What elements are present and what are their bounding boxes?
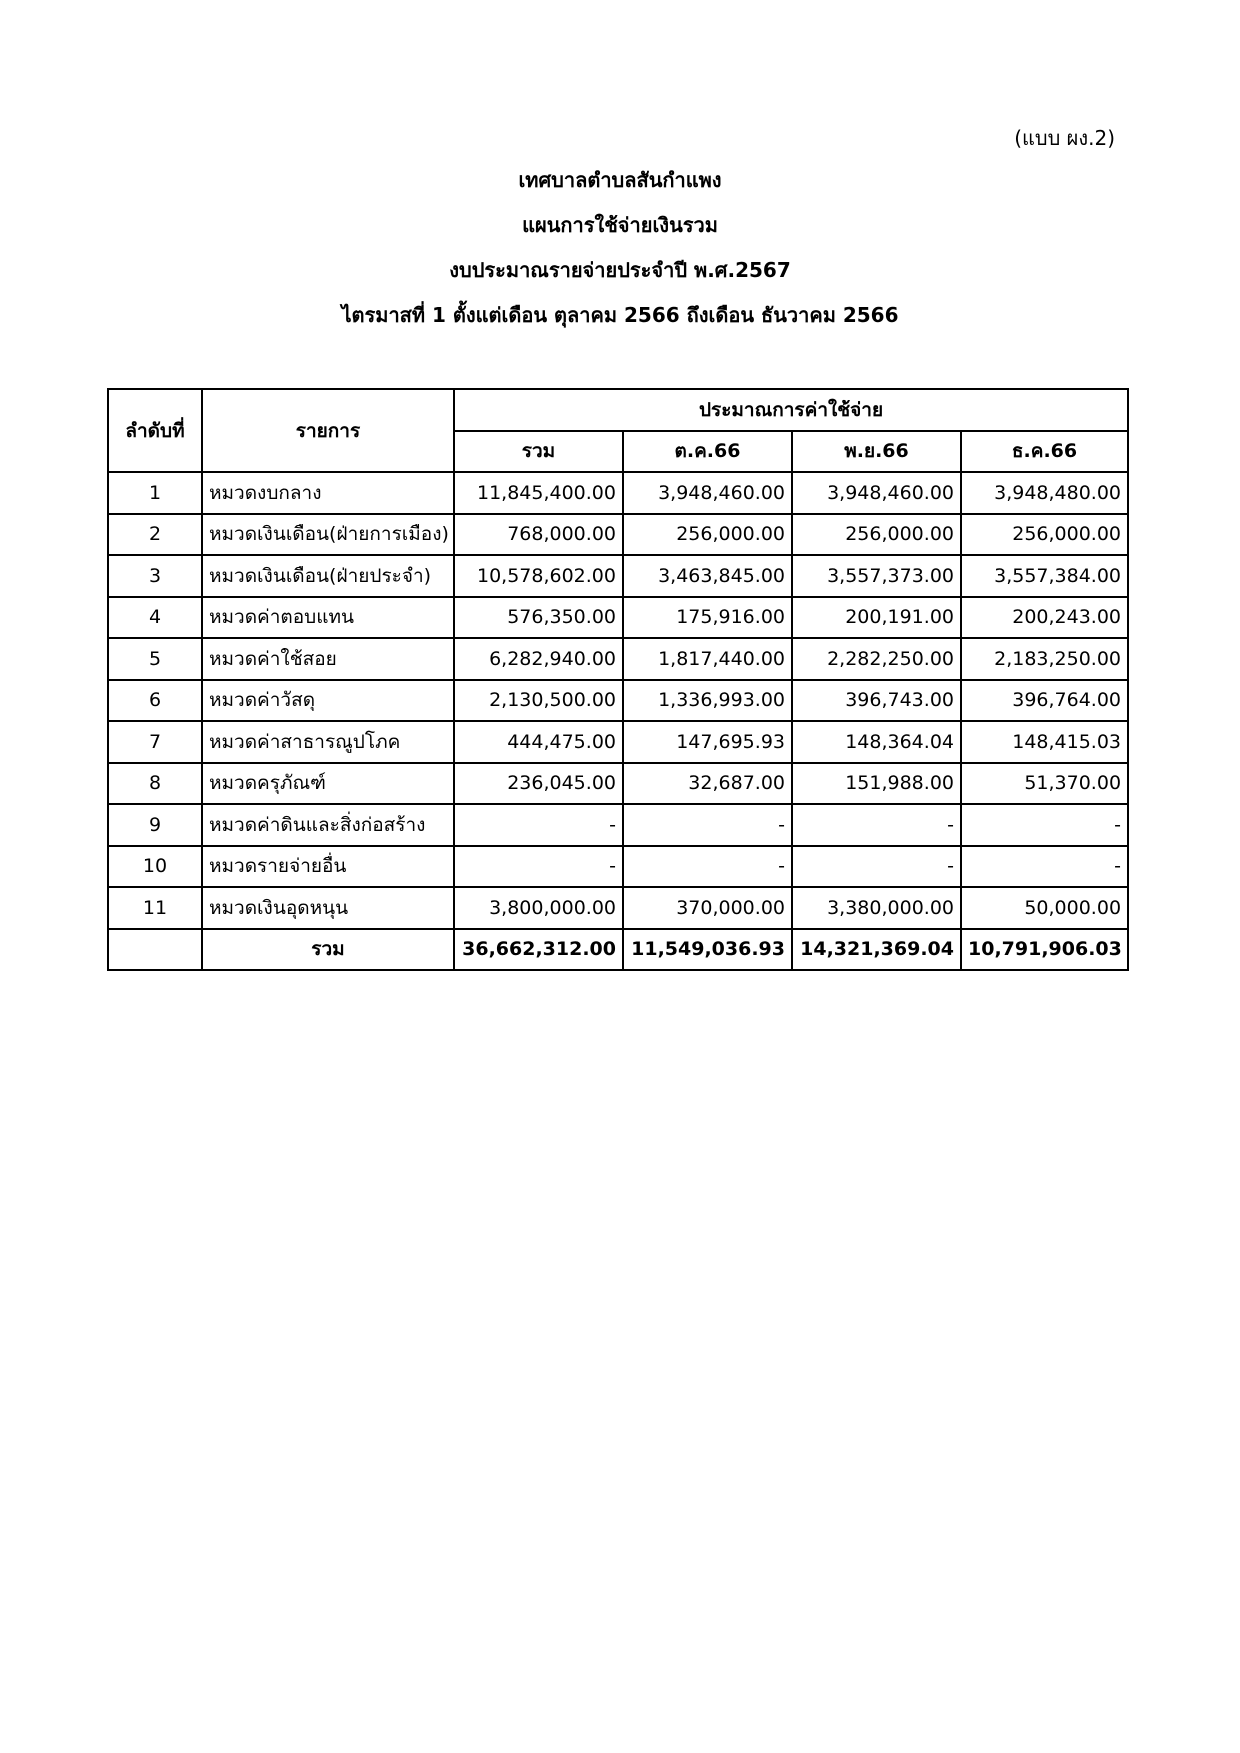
table-row [108, 887, 1128, 929]
row-item-name: หมวดค่าวัสดุ [202, 680, 454, 722]
table-row [108, 680, 1128, 722]
row-dec: 50,000.00 [961, 887, 1128, 929]
row-nov: 256,000.00 [792, 514, 961, 556]
row-dec: 2,183,250.00 [961, 638, 1128, 680]
header-total: รวม [454, 431, 623, 473]
row-no: 5 [108, 638, 202, 680]
row-item-name: หมวดค่าสาธารณูปโภค [202, 721, 454, 763]
row-oct: 32,687.00 [623, 763, 792, 805]
table-row [108, 514, 1128, 556]
row-nov: - [792, 846, 961, 888]
plan-heading: แผนการใช้จ่ายเงินรวม [522, 213, 718, 237]
row-total: - [454, 846, 623, 888]
row-dec: 3,557,384.00 [961, 555, 1128, 597]
total-row-nov: 14,321,369.04 [792, 929, 961, 971]
table-row [108, 846, 1128, 888]
spending-plan-table [107, 388, 1129, 971]
total-row-label: รวม [202, 929, 454, 971]
total-row-total: 36,662,312.00 [454, 929, 623, 971]
row-item-name: หมวดเงินเดือน(ฝ่ายการเมือง) [202, 514, 454, 556]
row-nov: 2,282,250.00 [792, 638, 961, 680]
row-total: - [454, 804, 623, 846]
row-total: 444,475.00 [454, 721, 623, 763]
row-nov: 3,948,460.00 [792, 472, 961, 514]
organization-heading: เทศบาลตำบลสันกำแพง [518, 168, 722, 192]
row-oct: 3,948,460.00 [623, 472, 792, 514]
row-nov: 396,743.00 [792, 680, 961, 722]
row-no: 4 [108, 597, 202, 639]
row-nov: 148,364.04 [792, 721, 961, 763]
row-dec: 51,370.00 [961, 763, 1128, 805]
row-nov: 3,557,373.00 [792, 555, 961, 597]
row-oct: 1,336,993.00 [623, 680, 792, 722]
total-row-oct: 11,549,036.93 [623, 929, 792, 971]
header-row [108, 389, 1128, 431]
table-row [108, 555, 1128, 597]
row-dec: 3,948,480.00 [961, 472, 1128, 514]
row-total: 3,800,000.00 [454, 887, 623, 929]
row-oct: - [623, 804, 792, 846]
row-no: 9 [108, 804, 202, 846]
row-nov: 200,191.00 [792, 597, 961, 639]
row-no: 8 [108, 763, 202, 805]
budget-year-heading: งบประมาณรายจ่ายประจำปี พ.ศ.2567 [449, 258, 791, 282]
table-row [108, 763, 1128, 805]
row-no: 10 [108, 846, 202, 888]
row-total: 768,000.00 [454, 514, 623, 556]
table-row [108, 638, 1128, 680]
row-total: 6,282,940.00 [454, 638, 623, 680]
row-total: 576,350.00 [454, 597, 623, 639]
table-row [108, 597, 1128, 639]
row-dec: - [961, 804, 1128, 846]
table-row [108, 472, 1128, 514]
header-item: รายการ [202, 389, 454, 472]
row-no: 2 [108, 514, 202, 556]
row-dec: 396,764.00 [961, 680, 1128, 722]
row-oct: 370,000.00 [623, 887, 792, 929]
table-body [108, 472, 1128, 929]
row-no: 7 [108, 721, 202, 763]
row-oct: 256,000.00 [623, 514, 792, 556]
row-item-name: หมวดค่าใช้สอย [202, 638, 454, 680]
row-dec: - [961, 846, 1128, 888]
total-row [108, 929, 1128, 971]
row-oct: 147,695.93 [623, 721, 792, 763]
row-no: 11 [108, 887, 202, 929]
row-item-name: หมวดค่าดินและสิ่งก่อสร้าง [202, 804, 454, 846]
row-no: 6 [108, 680, 202, 722]
row-nov: 3,380,000.00 [792, 887, 961, 929]
table-row [108, 804, 1128, 846]
row-item-name: หมวดรายจ่ายอื่น [202, 846, 454, 888]
header-nov: พ.ย.66 [792, 431, 961, 473]
header-no: ลำดับที่ [108, 389, 202, 472]
row-oct: 175,916.00 [623, 597, 792, 639]
row-dec: 256,000.00 [961, 514, 1128, 556]
row-item-name: หมวดเงินเดือน(ฝ่ายประจำ) [202, 555, 454, 597]
row-oct: 3,463,845.00 [623, 555, 792, 597]
row-oct: - [623, 846, 792, 888]
quarter-heading: ไตรมาสที่ 1 ตั้งแต่เดือน ตุลาคม 2566 ถึงเดือน ธันวาคม 2566 [341, 303, 899, 327]
header-oct: ต.ค.66 [623, 431, 792, 473]
row-no: 3 [108, 555, 202, 597]
row-item-name: หมวดงบกลาง [202, 472, 454, 514]
row-nov: 151,988.00 [792, 763, 961, 805]
row-total: 11,845,400.00 [454, 472, 623, 514]
total-row-no [108, 929, 202, 971]
row-no: 1 [108, 472, 202, 514]
row-total: 2,130,500.00 [454, 680, 623, 722]
table-row [108, 721, 1128, 763]
total-row-dec: 10,791,906.03 [961, 929, 1128, 971]
row-item-name: หมวดครุภัณฑ์ [202, 763, 454, 805]
header-dec: ธ.ค.66 [961, 431, 1128, 473]
header-estimate: ประมาณการค่าใช้จ่าย [454, 389, 1128, 431]
row-item-name: หมวดเงินอุดหนุน [202, 887, 454, 929]
row-oct: 1,817,440.00 [623, 638, 792, 680]
form-code: (แบบ ผง.2) [1014, 126, 1115, 150]
row-item-name: หมวดค่าตอบแทน [202, 597, 454, 639]
row-total: 236,045.00 [454, 763, 623, 805]
row-nov: - [792, 804, 961, 846]
row-dec: 200,243.00 [961, 597, 1128, 639]
row-total: 10,578,602.00 [454, 555, 623, 597]
row-dec: 148,415.03 [961, 721, 1128, 763]
